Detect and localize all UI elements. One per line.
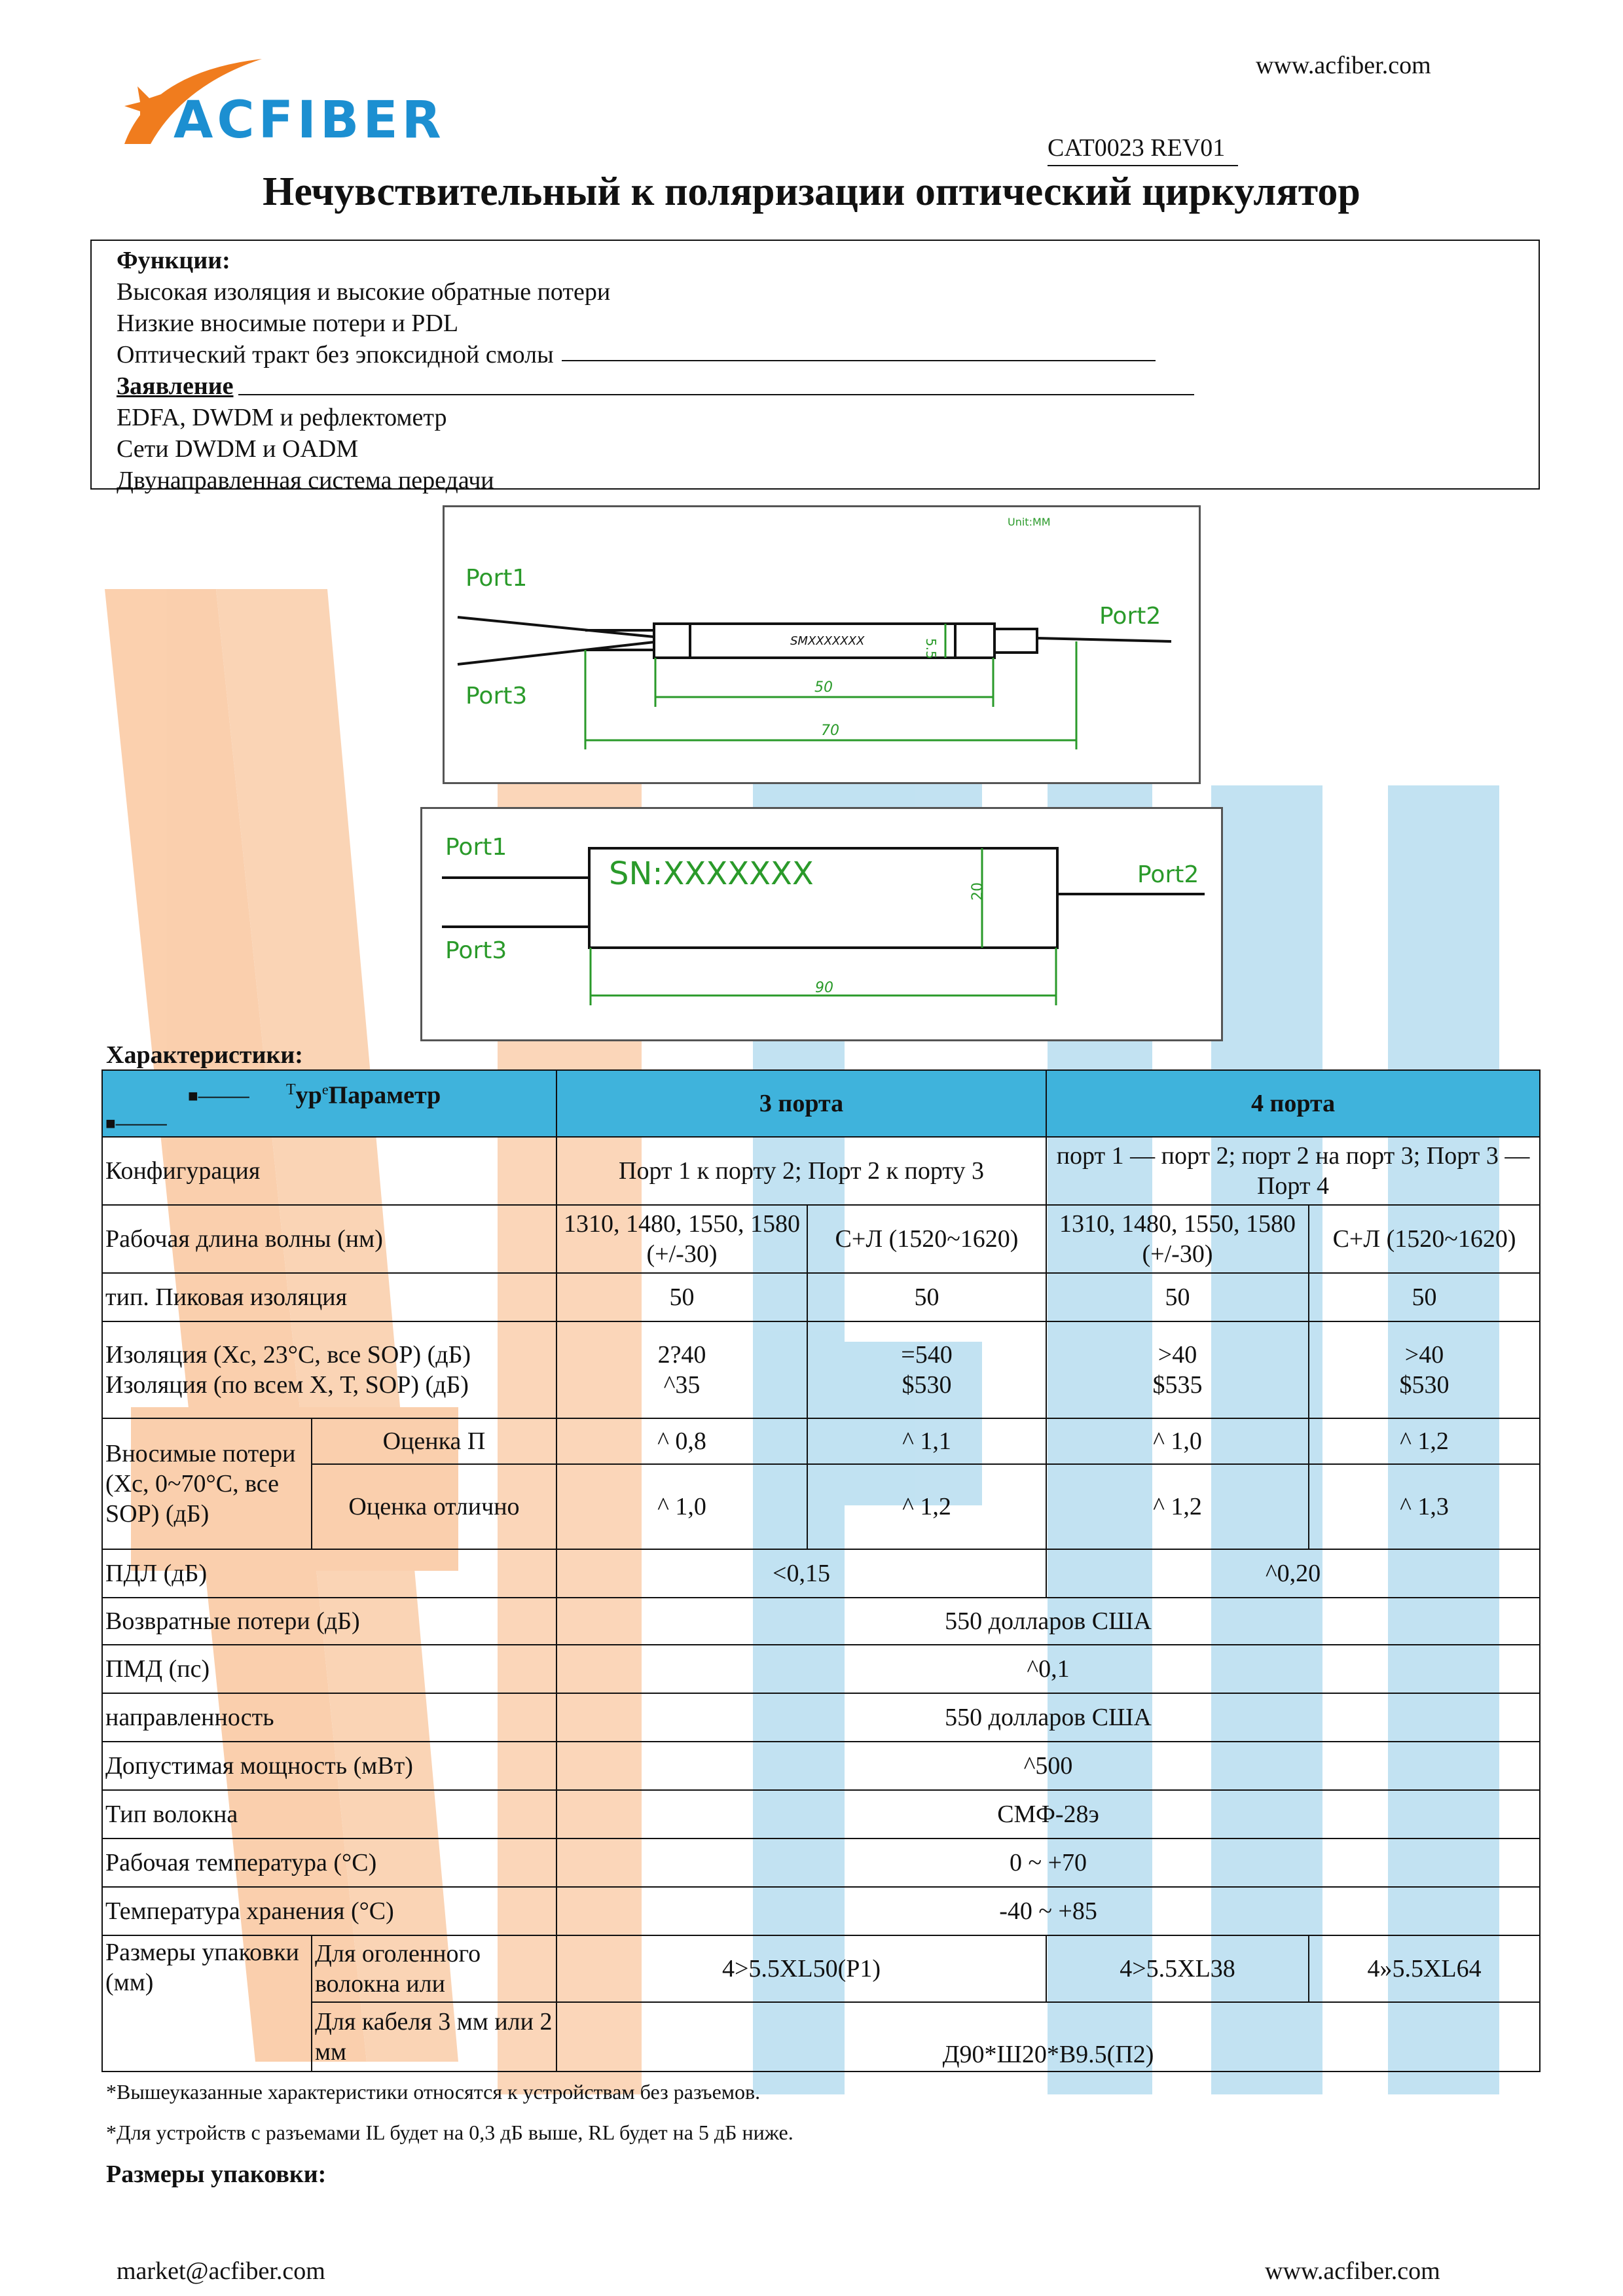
cell-value: 550 долларов США <box>556 1598 1540 1645</box>
dimension-height: 20 <box>970 882 986 901</box>
table-row <box>102 1790 1540 1839</box>
applications-heading: Заявление <box>117 372 234 400</box>
table-row <box>102 1273 1540 1321</box>
cell-value: 0 ~ +70 <box>556 1839 1540 1887</box>
cell-value: 4»5.5XL64 <box>1309 1935 1540 2002</box>
cell-value: С+Л (1520~1620) <box>807 1205 1046 1273</box>
cell-value: ^ 1,2 <box>807 1464 1046 1549</box>
svg-text:ACFIBER: ACFIBER <box>173 91 445 150</box>
cell-value: 50 <box>807 1273 1046 1321</box>
row-label: Тип волокна <box>102 1790 556 1839</box>
row-label: Рабочая температура (°С) <box>102 1839 556 1887</box>
specs-table <box>101 1069 1541 2072</box>
table-row <box>102 1693 1540 1742</box>
divider <box>238 370 1194 395</box>
cell-value: 550 долларов США <box>556 1693 1540 1742</box>
cell-value: 4>5.5XL38 <box>1046 1935 1309 2002</box>
cell-value: 4>5.5XL50(P1) <box>556 1935 1046 2002</box>
sub-label: Для кабеля 3 мм или 2 мм <box>312 2002 556 2072</box>
grade-label: Оценка П <box>312 1418 556 1464</box>
acfiber-logo <box>111 46 478 157</box>
row-label: Температура хранения (°С) <box>102 1887 556 1935</box>
cell-value: ^0,1 <box>556 1645 1540 1693</box>
dimension-diameter: 5.5 <box>923 638 939 659</box>
package-heading: Размеры упаковки: <box>106 2161 327 2188</box>
table-row <box>102 1321 1540 1418</box>
row-label: ПДЛ (дБ) <box>102 1549 556 1598</box>
cell-value: СМФ-28э <box>556 1790 1540 1839</box>
table-row <box>102 1205 1540 1273</box>
application-item: Двунаправленная система передачи <box>117 467 494 494</box>
cell-value: =540 $530 <box>807 1321 1046 1418</box>
cell-value: 50 <box>1309 1273 1540 1321</box>
row-label: Изоляция (Хс, 23°С, все SOP) (дБ) Изоляция (по всем Х, Т, SOP) (дБ) <box>102 1321 556 1418</box>
cell-value: >40 $530 <box>1309 1321 1540 1418</box>
table-row <box>102 1549 1540 1598</box>
table-row <box>102 1839 1540 1887</box>
cell-value: ^ 1,3 <box>1309 1464 1540 1549</box>
port2-label: Port2 <box>1137 861 1199 888</box>
application-item: EDFA, DWDM и рефлектометр <box>117 404 447 431</box>
cell-value: >40 $535 <box>1046 1321 1309 1418</box>
table-row <box>102 1137 1540 1205</box>
cell-value: 1310, 1480, 1550, 1580 (+/-30) <box>556 1205 807 1273</box>
sub-label: Для оголенного волокна или <box>312 1935 556 2002</box>
footer-email[interactable]: market@acfiber.com <box>117 2257 325 2285</box>
port1-label: Port1 <box>445 834 507 861</box>
application-item: Сети DWDM и OADM <box>117 435 359 463</box>
header-url[interactable]: www.acfiber.com <box>1256 52 1431 79</box>
cell-value: ^0,20 <box>1046 1549 1540 1598</box>
header-type-param: ■——— $^Тур^еПараметр$ ■——— <box>102 1070 556 1137</box>
cell-value: -40 ~ +85 <box>556 1887 1540 1935</box>
table-row <box>102 1645 1540 1693</box>
cell-value: порт 1 — порт 2; порт 2 на порт 3; Порт 3 — Порт 4 <box>1046 1137 1540 1205</box>
table-header-row <box>102 1070 1540 1137</box>
cell-value: Д90*Ш20*В9.5(П2) <box>556 2002 1540 2072</box>
table-row <box>102 1935 1540 2002</box>
cell-value: С+Л (1520~1620) <box>1309 1205 1540 1273</box>
cell-value: 2?40 ^35 <box>556 1321 807 1418</box>
port3-label: Port3 <box>445 937 507 964</box>
cell-value: ^ 1,0 <box>556 1464 807 1549</box>
serial-label: SMXXXXXXX <box>790 634 865 648</box>
header-3port: 3 порта <box>556 1070 1046 1137</box>
dimension-total: 70 <box>821 723 839 739</box>
footer-url[interactable]: www.acfiber.com <box>1265 2257 1440 2285</box>
table-row <box>102 1464 1540 1549</box>
row-label: Возвратные потери (дБ) <box>102 1598 556 1645</box>
table-row <box>102 2002 1540 2072</box>
function-item: Низкие вносимые потери и PDL <box>117 310 459 337</box>
dimension-length: 90 <box>815 980 833 996</box>
row-label: Вносимые потери (Хс, 0~70°С, все SOP) (дБ) <box>102 1418 312 1549</box>
dimension-body: 50 <box>814 679 833 696</box>
specs-heading: Характеристики: <box>106 1041 303 1069</box>
cell-value: ^ 0,8 <box>556 1418 807 1464</box>
cell-value: ^ 1,2 <box>1309 1418 1540 1464</box>
cell-value: ^ 1,0 <box>1046 1418 1309 1464</box>
header-4port: 4 порта <box>1046 1070 1540 1137</box>
row-label: Конфигурация <box>102 1137 556 1205</box>
table-row <box>102 1598 1540 1645</box>
row-label: Допустимая мощность (мВт) <box>102 1742 556 1790</box>
row-label: тип. Пиковая изоляция <box>102 1273 556 1321</box>
function-item: Высокая изоляция и высокие обратные потери <box>117 278 611 306</box>
cell-value: 50 <box>556 1273 807 1321</box>
header-param: Параметр <box>328 1081 441 1109</box>
divider <box>562 339 1156 361</box>
row-label: направленность <box>102 1693 556 1742</box>
table-row <box>102 1418 1540 1464</box>
page-title: Нечувствительный к поляризации оптический циркулятор <box>263 170 1360 214</box>
cell-value: Порт 1 к порту 2; Порт 2 к порту 3 <box>556 1137 1046 1205</box>
grade-label: Оценка отлично <box>312 1464 556 1549</box>
table-row <box>102 1887 1540 1935</box>
serial-label: SN:XXXXXXX <box>609 855 814 892</box>
footnote: *Для устройств с разъемами IL будет на 0,3 дБ выше, RL будет на 5 дБ ниже. <box>106 2121 793 2144</box>
footnote: *Вышеуказанные характеристики относятся к устройствам без разъемов. <box>106 2080 761 2104</box>
document-code: CAT0023 REV01 <box>1048 134 1238 166</box>
table-row <box>102 1742 1540 1790</box>
cell-value: ^ 1,2 <box>1046 1464 1309 1549</box>
cell-value: ^ 1,1 <box>807 1418 1046 1464</box>
features-box <box>90 240 1540 494</box>
port2-label: Port2 <box>1099 603 1161 630</box>
dimension-drawing-p1 <box>443 505 1201 784</box>
function-item: Оптический тракт без эпоксидной смолы <box>117 341 554 368</box>
row-label: Размеры упаковки (мм) <box>102 1935 312 2072</box>
cell-value: 50 <box>1046 1273 1309 1321</box>
cell-value: <0,15 <box>556 1549 1046 1598</box>
dimension-drawing-p2 <box>420 807 1223 1041</box>
port3-label: Port3 <box>465 683 528 709</box>
port1-label: Port1 <box>465 565 528 592</box>
functions-heading: Функции: <box>117 247 230 274</box>
unit-label: Unit:MM <box>1008 516 1051 528</box>
cell-value: ^500 <box>556 1742 1540 1790</box>
cell-value: 1310, 1480, 1550, 1580 (+/-30) <box>1046 1205 1309 1273</box>
row-label: ПМД (пс) <box>102 1645 556 1693</box>
row-label: Рабочая длина волны (нм) <box>102 1205 556 1273</box>
